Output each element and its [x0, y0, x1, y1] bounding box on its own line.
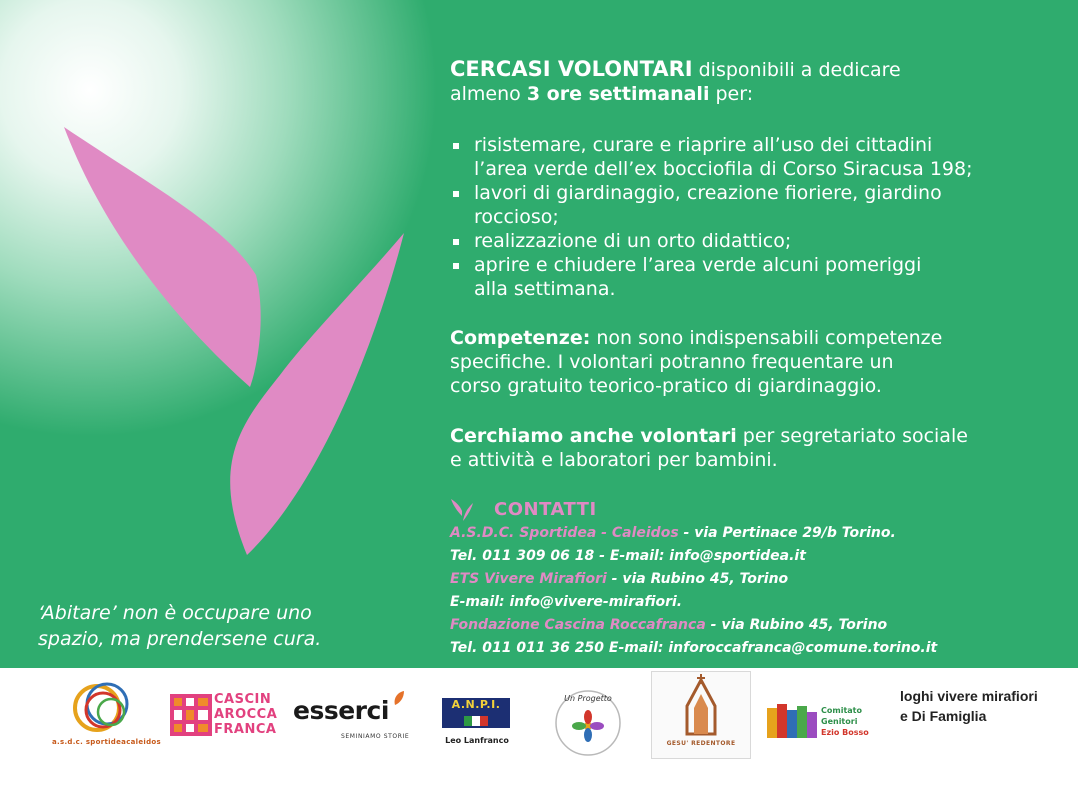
pink-v-mini-icon	[450, 496, 476, 522]
progetto-text: Un Progetto	[564, 694, 612, 703]
intro-line2-a: almeno	[450, 83, 527, 105]
anpi-logo	[440, 694, 514, 746]
task-line: l’area verde dell’ex bocciofila di Corso Siracusa 198;	[474, 158, 973, 180]
logos-note-line: e Di Famiglia	[900, 708, 987, 724]
esserci-word: esserci	[293, 696, 389, 725]
cascina-grid-icon	[170, 694, 212, 736]
competenze-line: corso gratuito teorico-pratico di giardinaggio.	[450, 375, 882, 397]
comitato-genitori-logo	[767, 704, 879, 744]
asdc-logo-text: a.s.d.c. sportideacaleidos	[52, 738, 161, 746]
org-address: - via Rubino 45, Torino	[606, 571, 789, 587]
cascina-line: FRANCA	[214, 722, 277, 737]
task-line: realizzazione di un orto didattico;	[474, 230, 792, 252]
intro-line2-b: per:	[709, 83, 754, 105]
task-list	[450, 133, 1050, 301]
org-address: - via Rubino 45, Torino	[705, 617, 888, 633]
org-contact: Tel. 011 309 06 18 - E-mail: info@sportidea.it	[450, 548, 806, 564]
org-name: A.S.D.C. Sportidea - Caleidos	[450, 525, 679, 541]
list-item	[450, 181, 1050, 229]
competenze-label: Competenze:	[450, 327, 591, 349]
sponsor-logos-strip	[0, 668, 1078, 788]
anpi-subtitle: Leo Lanfranco	[445, 736, 509, 745]
task-line: risistemare, curare e riaprire all’uso dei cittadini	[474, 134, 933, 156]
cascina-roccafranca-logo	[170, 692, 282, 740]
comitato-line: Ezio Bosso	[821, 728, 869, 737]
children-figures-icon	[767, 704, 817, 740]
cerchiamo-paragraph	[450, 424, 1050, 472]
contatti-title: CONTATTI	[494, 498, 597, 520]
comitato-line: Comitato	[821, 706, 862, 715]
org-name: Fondazione Cascina Roccafranca	[450, 617, 706, 633]
pink-v-leaf-logo	[60, 125, 410, 560]
logos-note-line: loghi vivere mirafiori	[900, 688, 1038, 704]
cascina-text	[214, 692, 277, 737]
competenze-paragraph	[450, 326, 1050, 398]
leaf-icon	[393, 690, 405, 706]
esserci-subtitle: SEMINIAMO STORIE	[341, 733, 410, 740]
org-name: ETS Vivere Mirafiori	[450, 571, 607, 587]
task-line: aprire e chiudere l’area verde alcuni pomeriggi	[474, 254, 922, 276]
headline-bold: CERCASI VOLONTARI	[450, 57, 693, 81]
anpi-title: A.N.P.I.	[451, 698, 501, 711]
cascina-line: CASCIN	[214, 692, 272, 707]
contatti-section	[450, 496, 1060, 660]
gesu-redentore-logo	[651, 671, 751, 759]
list-item	[450, 133, 1050, 181]
competenze-line: non sono indispensabili competenze	[590, 327, 943, 349]
esserci-logo	[293, 688, 411, 744]
intro-text	[450, 57, 1050, 106]
cerchiamo-line: e attività e laboratori per bambini.	[450, 449, 778, 471]
hours-bold: 3 ore settimanali	[526, 83, 710, 105]
church-icon	[652, 672, 750, 738]
motto-quote	[38, 600, 418, 652]
un-progetto-logo	[553, 688, 623, 758]
comitato-line: Genitori	[821, 717, 858, 726]
list-item	[450, 229, 1050, 253]
headline-rest: disponibili a dedicare	[692, 59, 901, 81]
motto-line: spazio, ma prendersene cura.	[38, 628, 322, 650]
org-contact: E-mail: info@vivere-mirafiori.	[450, 594, 683, 610]
list-item	[450, 253, 1050, 301]
cascina-line: AROCCA	[214, 707, 278, 722]
comitato-text	[821, 705, 869, 738]
competenze-line: specifiche. I volontari potranno frequentare un	[450, 351, 894, 373]
asdc-logo	[55, 674, 155, 760]
cerchiamo-line: per segretariato sociale	[736, 425, 968, 447]
gesu-text: GESU' REDENTORE	[666, 740, 736, 747]
task-line: alla settimana.	[474, 278, 616, 300]
org-address: - via Pertinace 29/b Torino.	[678, 525, 896, 541]
rings-icon	[55, 674, 155, 744]
task-line: roccioso;	[474, 206, 559, 228]
task-line: lavori di giardinaggio, creazione fioriere, giardino	[474, 182, 942, 204]
motto-line: ‘Abitare’ non è occupare uno	[38, 602, 312, 624]
logos-note	[900, 686, 1038, 726]
org-contact: Tel. 011 011 36 250 E-mail: inforoccafranca@comune.torino.it	[450, 640, 938, 656]
cerchiamo-label: Cerchiamo anche volontari	[450, 425, 737, 447]
